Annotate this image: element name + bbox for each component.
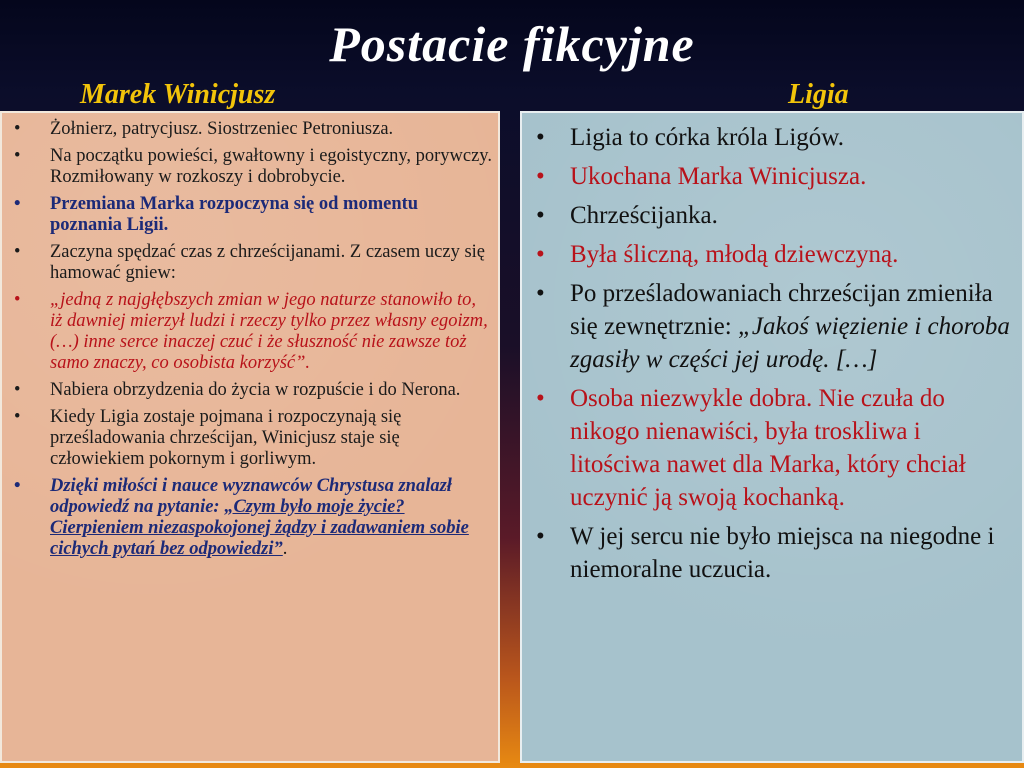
- list-item: [12, 476, 492, 560]
- heading-marek-winicjusz: Marek Winicjusz: [80, 79, 276, 110]
- list-item: [12, 119, 492, 140]
- quote-text: „jedną z najgłębszych zmian w jego naturze stanowiło to, iż dawniej mierzył ludzi i rzeczy tylko przez własny egoizm, (…) inne serce inaczej czuć i że słuszność nie zawsze toż samo znaczy, co osobista korzyść”.: [50, 290, 488, 373]
- list-item: [534, 238, 1012, 271]
- list-item: [12, 242, 492, 284]
- bullet: •: [14, 476, 21, 496]
- item-text: Na początku powieści, gwałtowny i egoistyczny, porywczy. Rozmiłowany w rozkoszy i dobrobycie.: [50, 146, 492, 187]
- list-item: [12, 146, 492, 188]
- item-text: Chrześcijanka.: [570, 202, 718, 229]
- item-text: Ligia to córka króla Ligów.: [570, 124, 844, 151]
- item-text-intro: Dzięki miłości i nauce wyznawców Chrystusa znalazł odpowiedź na pytanie:: [50, 476, 452, 517]
- item-text: Osoba niezwykle dobra. Nie czuła do nikogo nienawiści, była troskliwa i litościwa nawet dla Marka, który chciał uczynić ją swoją kochanką.: [570, 385, 966, 511]
- bullet: •: [536, 124, 545, 151]
- heading-ligia: Ligia: [788, 79, 849, 110]
- bullet: •: [14, 380, 21, 400]
- bullet: •: [536, 163, 545, 190]
- item-text: Nabiera obrzydzenia do życia w rozpuście i do Nerona.: [50, 380, 461, 400]
- list-item: [534, 199, 1012, 232]
- bullet: •: [14, 119, 21, 139]
- list-item: [12, 290, 492, 374]
- item-text: Kiedy Ligia zostaje pojmana i rozpoczynają się prześladowania chrześcijan, Winicjusz staje się człowiekiem pokornym i gorliwym.: [50, 407, 402, 469]
- list-item: [12, 380, 492, 401]
- list-item: [534, 520, 1012, 586]
- bullet: •: [14, 194, 21, 214]
- underlined-quote: „Czym było moje życie? Cierpieniem niezaspokojonej żądzy i zadawaniem sobie cichych pytań bez odpowiedzi”: [50, 497, 469, 559]
- bullet: •: [536, 280, 545, 307]
- bullet: •: [536, 523, 545, 550]
- bullet: •: [536, 241, 545, 268]
- list-item: [534, 160, 1012, 193]
- list-item: [534, 277, 1012, 376]
- bullet: •: [536, 202, 545, 229]
- list-item: [12, 407, 492, 470]
- left-bullet-list: [2, 113, 498, 560]
- item-text: Żołnierz, patrycjusz. Siostrzeniec Petroniusza.: [50, 119, 394, 139]
- item-text: Była śliczną, młodą dziewczyną.: [570, 241, 899, 268]
- bullet: •: [14, 242, 21, 262]
- left-text-box: [0, 111, 500, 763]
- bullet: •: [14, 290, 21, 310]
- list-item: [12, 194, 492, 236]
- item-text: [50, 476, 469, 559]
- item-text: Zaczyna spędzać czas z chrześcijanami. Z czasem uczy się hamować gniew:: [50, 242, 486, 283]
- item-text: W jej sercu nie było miejsca na niegodne i niemoralne uczucia.: [570, 523, 995, 583]
- list-item: [534, 382, 1012, 514]
- item-text: Ukochana Marka Winicjusza.: [570, 163, 867, 190]
- right-bullet-list: [522, 113, 1022, 586]
- right-text-box: [520, 111, 1024, 763]
- slide-title: Postacie fikcyjne: [329, 16, 695, 72]
- final-period: .: [282, 539, 288, 559]
- bullet: •: [14, 146, 21, 166]
- list-item: [534, 121, 1012, 154]
- item-text: [570, 280, 1010, 373]
- item-text-intro: Po prześladowaniach chrześcijan zmieniła się zewnętrznie:: [570, 280, 993, 340]
- bullet: •: [14, 407, 21, 427]
- bullet: •: [536, 385, 545, 412]
- quote-text: „Jakoś więzienie i choroba zgasiły w części jej urodę. […]: [570, 313, 1010, 373]
- item-text: Przemiana Marka rozpoczyna się od momentu poznania Ligii.: [50, 194, 419, 235]
